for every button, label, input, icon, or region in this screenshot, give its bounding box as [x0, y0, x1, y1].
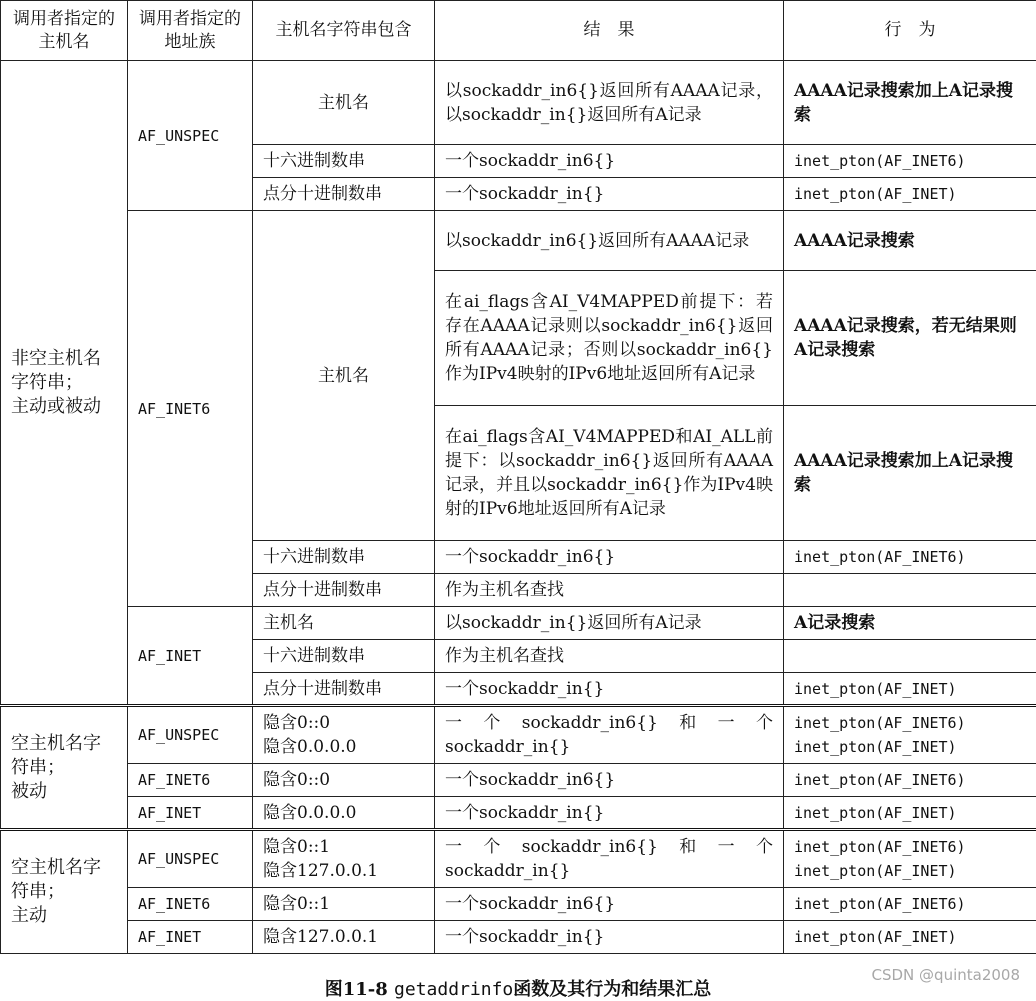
header-result: 结 果 — [435, 1, 784, 61]
header-hostname: 调用者指定的主机名 — [1, 1, 128, 61]
family-inet: AF_INET — [128, 607, 253, 706]
contains-cell: 隐含0::0 隐含0.0.0.0 — [253, 706, 435, 764]
contains-cell: 十六进制数串 — [253, 541, 435, 574]
contains-cell: 隐含0.0.0.0 — [253, 797, 435, 830]
result-cell: 在ai_flags含AI_V4MAPPED和AI_ALL前提下：以sockaddr_in6{}返回所有AAAA记录，并且以sockaddr_in6{}作为IPv4映射的IPv6地址返回所有A记录 — [435, 406, 784, 541]
caption-label: 图11-8 — [325, 979, 388, 1000]
action-cell: inet_pton(AF_INET) — [784, 673, 1036, 706]
table-row — [1, 61, 1036, 145]
action-cell — [784, 640, 1036, 673]
result-cell: 一个sockaddr_in6{}和一个sockaddr_in{} — [435, 830, 784, 888]
action-cell: inet_pton(AF_INET) — [784, 921, 1036, 954]
caption-text: 函数及其行为和结果汇总 — [513, 979, 711, 1000]
result-cell: 一个sockaddr_in6{}和一个sockaddr_in{} — [435, 706, 784, 764]
table-row — [1, 607, 1036, 640]
family-inet6: AF_INET6 — [128, 764, 253, 797]
result-cell: 作为主机名查找 — [435, 640, 784, 673]
action-cell: inet_pton(AF_INET) — [784, 797, 1036, 830]
contains-cell: 主机名 — [253, 211, 435, 541]
family-unspec: AF_UNSPEC — [128, 706, 253, 764]
header-family: 调用者指定的地址族 — [128, 1, 253, 61]
action-cell: inet_pton(AF_INET6) inet_pton(AF_INET) — [784, 706, 1036, 764]
action-cell: AAAA记录搜索，若无结果则A记录搜索 — [784, 271, 1036, 406]
result-cell: 一个sockaddr_in6{} — [435, 888, 784, 921]
contains-cell: 主机名 — [253, 61, 435, 145]
action-cell: AAAA记录搜索 — [784, 211, 1036, 271]
family-inet6: AF_INET6 — [128, 211, 253, 607]
contains-cell: 隐含0::0 — [253, 764, 435, 797]
result-cell: 一个sockaddr_in{} — [435, 797, 784, 830]
table-row — [1, 764, 1036, 797]
header-contains: 主机名字符串包含 — [253, 1, 435, 61]
action-cell: A记录搜索 — [784, 607, 1036, 640]
table-header-row — [1, 1, 1036, 61]
contains-cell: 隐含0::1 — [253, 888, 435, 921]
header-action: 行 为 — [784, 1, 1036, 61]
action-cell: inet_pton(AF_INET6) — [784, 145, 1036, 178]
table-row — [1, 706, 1036, 764]
family-inet: AF_INET — [128, 797, 253, 830]
table-row — [1, 797, 1036, 830]
result-cell: 一个sockaddr_in6{} — [435, 764, 784, 797]
contains-cell: 点分十进制数串 — [253, 574, 435, 607]
family-unspec: AF_UNSPEC — [128, 61, 253, 211]
family-unspec: AF_UNSPEC — [128, 830, 253, 888]
result-cell: 一个sockaddr_in{} — [435, 178, 784, 211]
result-cell: 一个sockaddr_in6{} — [435, 145, 784, 178]
contains-cell: 点分十进制数串 — [253, 673, 435, 706]
action-cell: inet_pton(AF_INET) — [784, 178, 1036, 211]
result-cell: 一个sockaddr_in{} — [435, 921, 784, 954]
contains-cell: 隐含0::1 隐含127.0.0.1 — [253, 830, 435, 888]
contains-cell: 隐含127.0.0.1 — [253, 921, 435, 954]
contains-cell: 十六进制数串 — [253, 145, 435, 178]
contains-cell: 主机名 — [253, 607, 435, 640]
group-empty-passive: 空主机名字符串； 被动 — [1, 706, 128, 830]
action-cell: inet_pton(AF_INET6) — [784, 541, 1036, 574]
group-nonempty: 非空主机名字符串； 主动或被动 — [1, 61, 128, 706]
table-row — [1, 211, 1036, 271]
csdn-watermark: CSDN @quinta2008 — [872, 966, 1020, 984]
family-inet: AF_INET — [128, 921, 253, 954]
result-cell: 以sockaddr_in{}返回所有A记录 — [435, 607, 784, 640]
family-inet6: AF_INET6 — [128, 888, 253, 921]
result-cell: 以sockaddr_in6{}返回所有AAAA记录 — [435, 211, 784, 271]
contains-cell: 点分十进制数串 — [253, 178, 435, 211]
result-cell: 在ai_flags含AI_V4MAPPED前提下：若存在AAAA记录则以sockaddr_in6{}返回所有AAAA记录；否则以sockaddr_in6{}作为IPv4映射的IPv6地址返回所有A记录 — [435, 271, 784, 406]
result-cell: 作为主机名查找 — [435, 574, 784, 607]
group-empty-active: 空主机名字符串； 主动 — [1, 830, 128, 954]
caption-code: getaddrinfo — [394, 979, 513, 1000]
action-cell: inet_pton(AF_INET6) — [784, 764, 1036, 797]
result-cell: 一个sockaddr_in{} — [435, 673, 784, 706]
action-cell — [784, 574, 1036, 607]
action-cell: inet_pton(AF_INET6) — [784, 888, 1036, 921]
table-row — [1, 830, 1036, 888]
action-cell: inet_pton(AF_INET6) inet_pton(AF_INET) — [784, 830, 1036, 888]
table-row — [1, 888, 1036, 921]
contains-cell: 十六进制数串 — [253, 640, 435, 673]
table-row — [1, 921, 1036, 954]
result-cell: 一个sockaddr_in6{} — [435, 541, 784, 574]
result-cell: 以sockaddr_in6{}返回所有AAAA记录，以sockaddr_in{}返回所有A记录 — [435, 61, 784, 145]
action-cell: AAAA记录搜索加上A记录搜索 — [784, 406, 1036, 541]
action-cell: AAAA记录搜索加上A记录搜索 — [784, 61, 1036, 145]
